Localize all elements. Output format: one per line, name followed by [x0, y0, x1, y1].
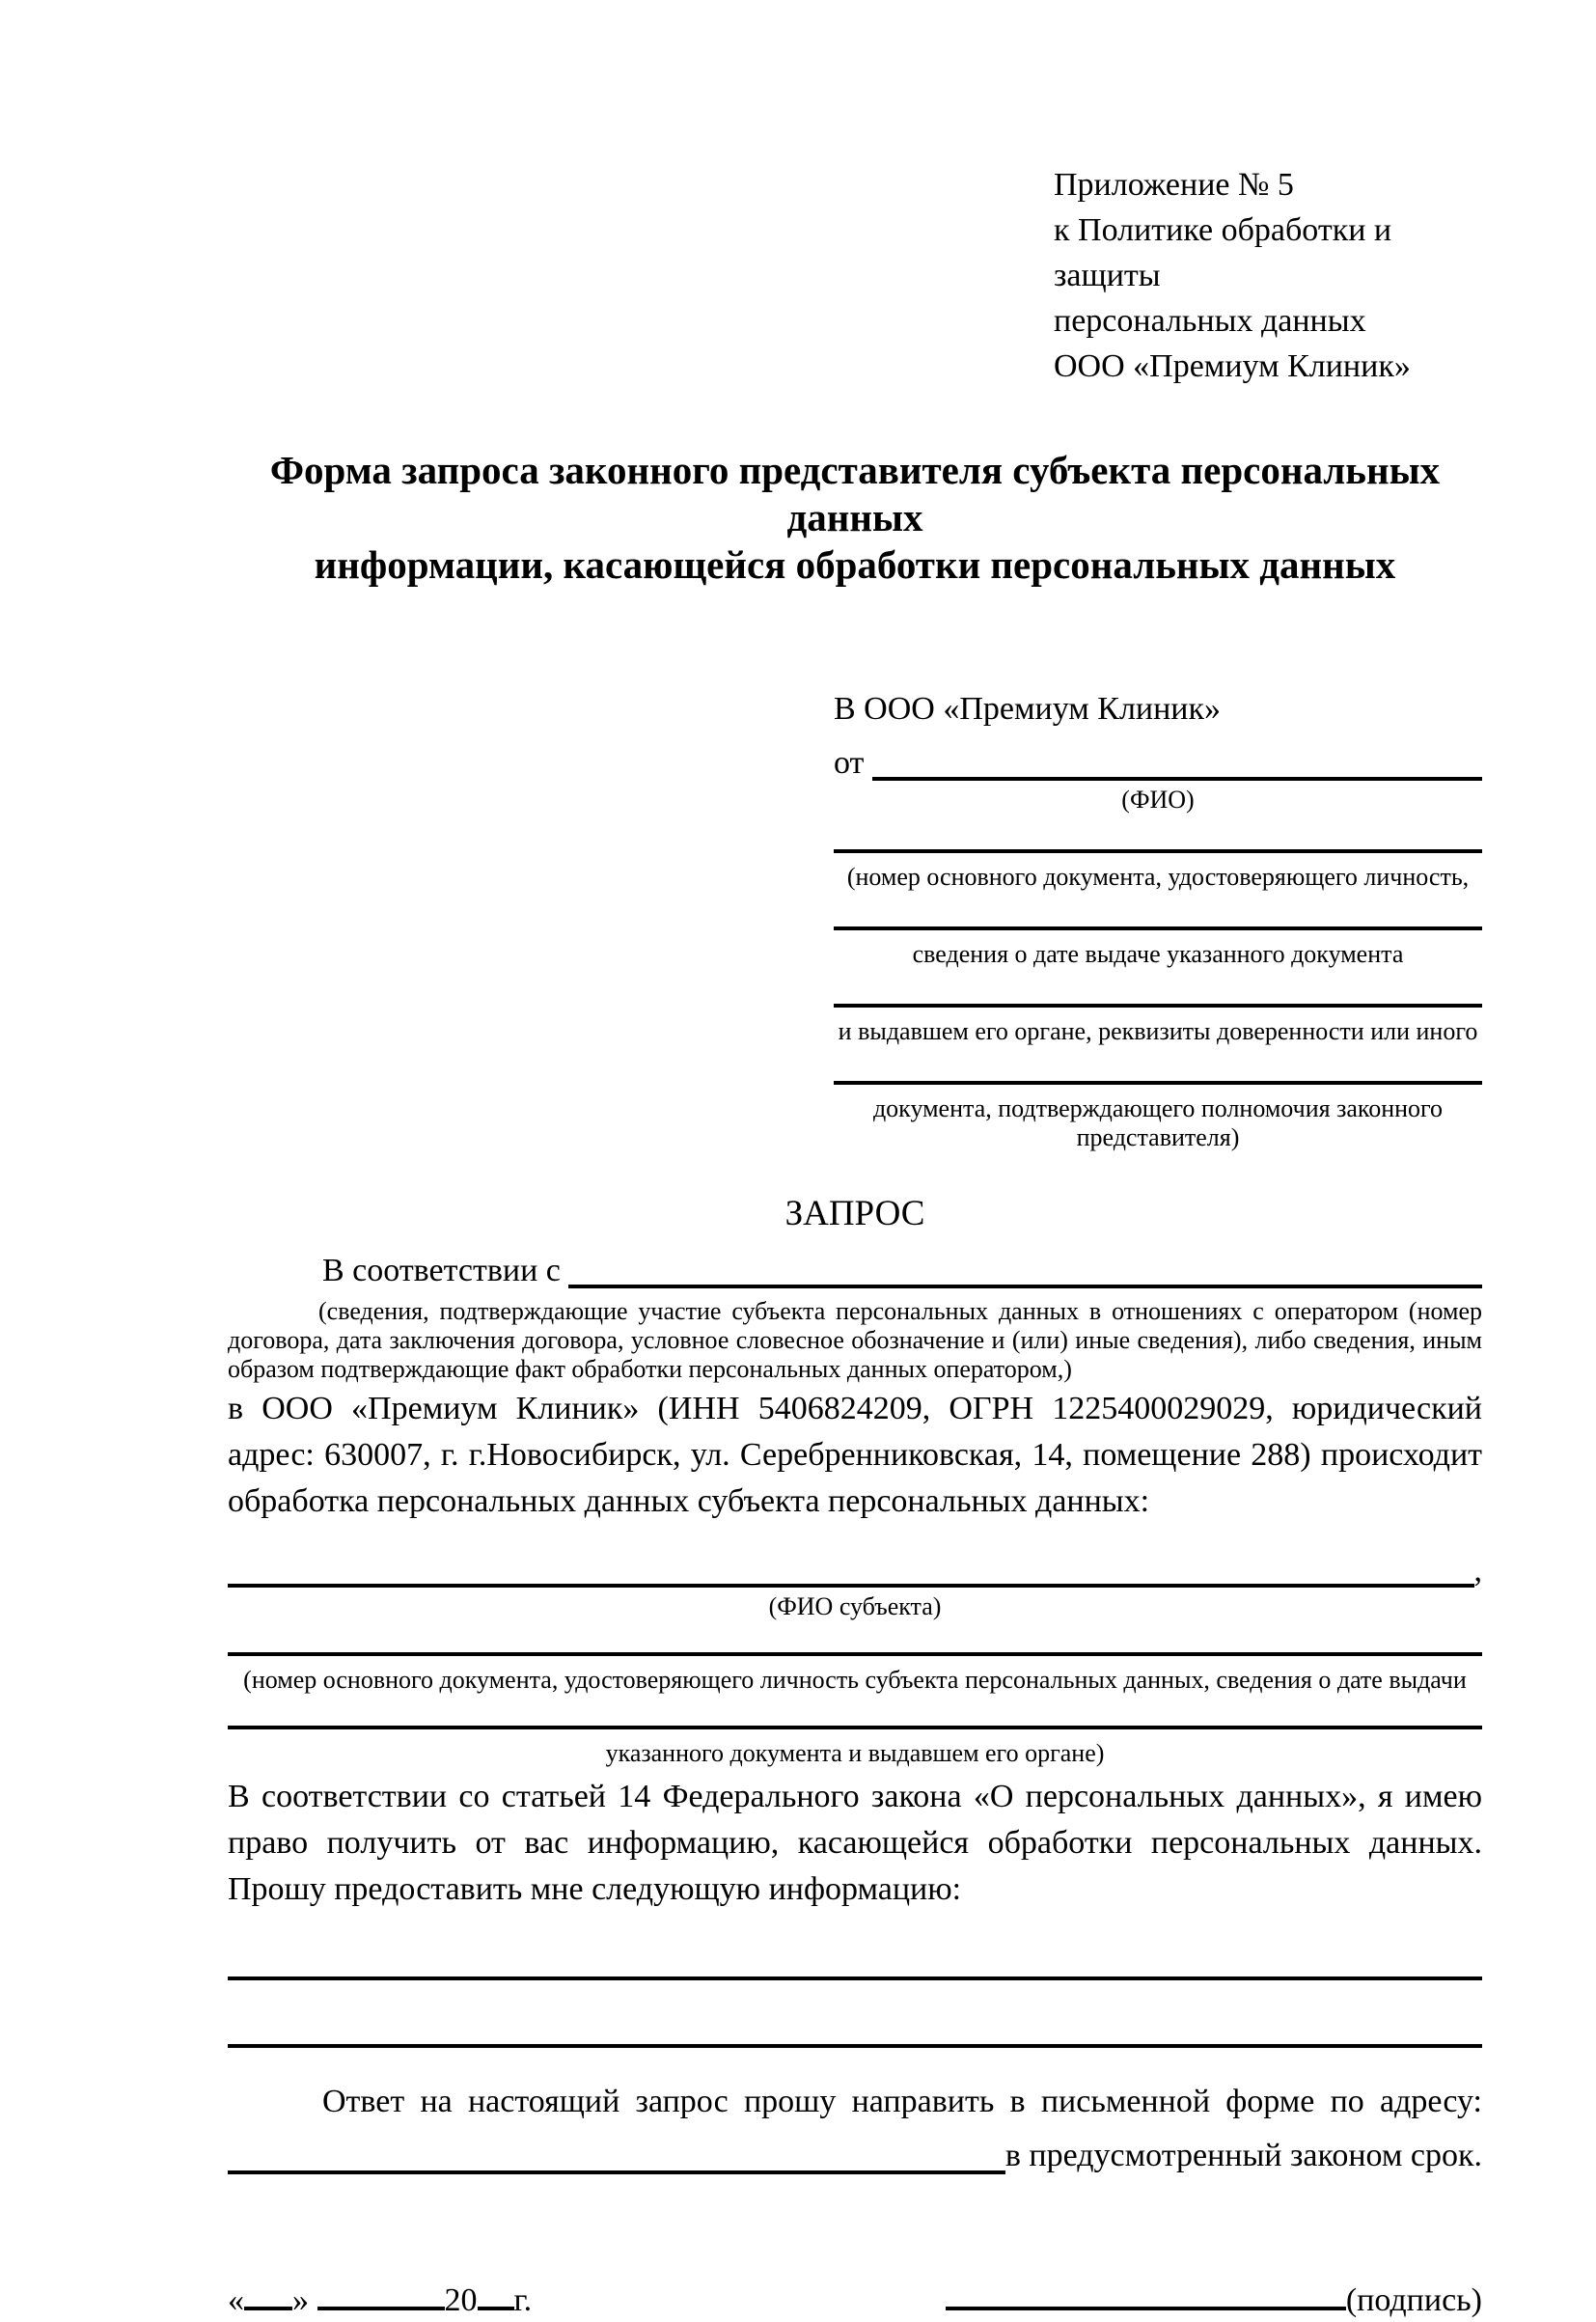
- date-year-blank-line: [478, 2307, 514, 2310]
- representative-doc-caption-4: документа, подтверждающего полномочия законного представителя): [872, 1094, 1444, 1151]
- representative-doc-caption-3: и выдавшем его органе, реквизиты доверенности или иного: [838, 1017, 1478, 1045]
- accordance-label: В соответствии с: [322, 1253, 569, 1288]
- appendix-line-policy: к Политике обработки и защиты: [1054, 212, 1392, 293]
- representative-doc-field-2: [834, 926, 1482, 969]
- representative-doc-field-4: [834, 1081, 1482, 1152]
- signature-field: [946, 2280, 1482, 2322]
- basis-caption: (сведения, подтверждающие участие субъекта персональных данных в отношениях с оператором (номер договора, дата заключения договора, условное словесное обозначение и (или) иные сведения), либо сведения, иным образом подтверждающие факт обработки персональных данных оператором,): [228, 1297, 1482, 1383]
- operator-paragraph: в ООО «Премиум Клиник» (ИНН 5406824209, ОГРН 1225400029029, юридический адрес: 630007, г. г.Новосибирск, ул. Серебренниковская, 14, помещение 288) происходит обработка персональных данных субъекта персональных данных:: [228, 1391, 1482, 1519]
- basis-blank-line: [568, 1285, 1482, 1288]
- fio-caption: (ФИО): [1121, 786, 1195, 814]
- subject-fio-caption: (ФИО субъекта): [768, 1592, 942, 1620]
- trailing-comma: ,: [1473, 1553, 1482, 1589]
- answer-tail: в предусмотренный законом срок.: [1004, 2138, 1482, 2173]
- date-day-blank-line: [244, 2307, 292, 2310]
- title-line-2: информации, касающейся обработки персональных данных: [314, 542, 1396, 587]
- date-month-blank-line: [317, 2307, 445, 2310]
- subject-doc-caption-1: (номер основного документа, удостоверяющего личность субъекта персональных данных, сведения о дате выдачи: [243, 1666, 1467, 1694]
- representative-doc-blank-line-4: [834, 1081, 1482, 1085]
- date-signature-row: [228, 2280, 1482, 2322]
- requested-info-blank-line-1: [228, 1976, 1482, 1980]
- request-heading: ЗАПРОС: [784, 1194, 925, 1233]
- date-field: [228, 2280, 532, 2322]
- accordance-row: [228, 1249, 1482, 1293]
- answer-address-row: [228, 2133, 1482, 2179]
- answer-address-blank-line: [228, 2170, 1005, 2174]
- subject-doc-blank-line-2: [228, 1726, 1482, 1729]
- appendix-line-personal-data: персональных данных: [1054, 303, 1366, 339]
- subject-fio-row: [228, 1550, 1482, 1592]
- document-title: [228, 447, 1482, 589]
- representative-fio-blank-line: [872, 777, 1482, 781]
- representative-doc-blank-line-2: [834, 926, 1482, 930]
- subject-doc-field-2: [228, 1726, 1482, 1768]
- signature-blank-line: [946, 2307, 1346, 2310]
- subject-doc-field-1: [228, 1652, 1482, 1695]
- title-line-1: Форма запроса законного представителя субъекта персональных данных: [269, 448, 1441, 539]
- from-row: [834, 741, 1482, 786]
- appendix-header: [1054, 162, 1482, 389]
- requested-info-blank-line-2: [228, 2044, 1482, 2048]
- representative-doc-caption-2: сведения о дате выдаче указанного документа: [912, 940, 1404, 968]
- subject-doc-blank-line-1: [228, 1652, 1482, 1656]
- law-paragraph: В соответствии со статьей 14 Федерального закона «О персональных данных», я имею право получить от вас информацию, касающейся обработки персональных данных. Прошу предоставить мне следующую информацию:: [228, 1779, 1482, 1907]
- addressee-block: [834, 687, 1482, 1152]
- from-label: от: [834, 745, 872, 781]
- representative-doc-caption-1: (номер основного документа, удостоверяющего личность,: [846, 863, 1470, 891]
- year-prefix: 20: [444, 2282, 478, 2318]
- subject-fio-blank-line: [228, 1584, 1474, 1588]
- subject-doc-caption-2: указанного документа и выдавшем его органе): [605, 1739, 1105, 1767]
- date-open-quote: «: [228, 2282, 244, 2318]
- signature-caption: (подпись): [1345, 2282, 1482, 2318]
- representative-doc-field-1: [834, 849, 1482, 892]
- appendix-line-company: ООО «Премиум Клиник»: [1054, 348, 1411, 384]
- year-suffix: г.: [513, 2282, 533, 2318]
- addressee-to: В ООО «Премиум Клиник»: [834, 691, 1222, 727]
- date-close-quote: »: [292, 2282, 317, 2318]
- answer-paragraph: Ответ на настоящий запрос прошу направить в письменной форме по адресу:: [322, 2084, 1482, 2119]
- appendix-line-number: Приложение № 5: [1054, 167, 1294, 203]
- representative-doc-blank-line-3: [834, 1004, 1482, 1008]
- representative-doc-field-3: [834, 1004, 1482, 1046]
- representative-doc-blank-line-1: [834, 849, 1482, 853]
